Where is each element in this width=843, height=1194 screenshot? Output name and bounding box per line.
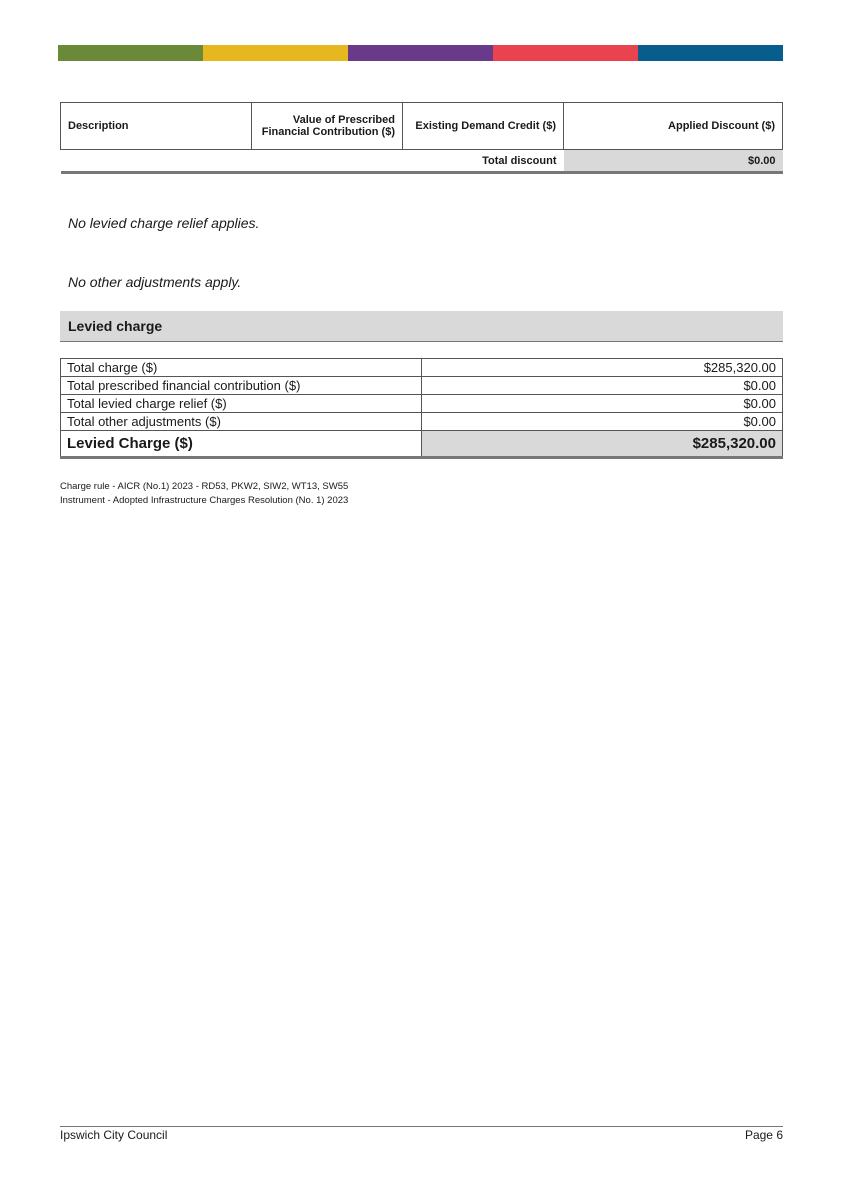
brand-color-bar xyxy=(58,45,783,61)
header-applied-discount: Applied Discount ($) xyxy=(564,103,783,150)
footer-page-number: Page 6 xyxy=(744,1128,783,1142)
brand-bar-segment-yellow xyxy=(203,45,348,61)
total-discount-row xyxy=(61,150,783,173)
header-prescribed-contribution: Value of Prescribed Financial Contribution ($) xyxy=(252,103,403,150)
row-label-charge-relief: Total levied charge relief ($) xyxy=(61,395,422,413)
charge-rule-text: Charge rule - AICR (No.1) 2023 - RD53, PKW2, SIW2, WT13, SW55 xyxy=(60,481,349,492)
discount-table xyxy=(60,102,783,174)
total-discount-value: $0.00 xyxy=(564,150,783,173)
adjustments-note: No other adjustments apply. xyxy=(68,274,242,290)
table-row xyxy=(61,395,783,413)
brand-bar-segment-red xyxy=(493,45,638,61)
levied-charge-total-row xyxy=(61,431,783,458)
discount-table-header xyxy=(61,103,783,150)
levied-charge-table xyxy=(60,358,783,459)
total-discount-label: Total discount xyxy=(61,150,564,173)
levied-charge-total-value: $285,320.00 xyxy=(422,431,783,458)
row-value-total-charge: $285,320.00 xyxy=(422,359,783,377)
table-row xyxy=(61,413,783,431)
footer-organisation: Ipswich City Council xyxy=(60,1128,168,1142)
brand-bar-segment-purple xyxy=(348,45,493,61)
charge-info xyxy=(60,480,348,508)
brand-bar-segment-blue xyxy=(638,45,783,61)
row-label-prescribed-contribution: Total prescribed financial contribution ($) xyxy=(61,377,422,395)
row-value-charge-relief: $0.00 xyxy=(422,395,783,413)
header-existing-demand-credit: Existing Demand Credit ($) xyxy=(403,103,564,150)
table-row xyxy=(61,377,783,395)
instrument-text: Instrument - Adopted Infrastructure Charges Resolution (No. 1) 2023 xyxy=(60,495,349,506)
row-label-total-charge: Total charge ($) xyxy=(61,359,422,377)
table-row xyxy=(61,359,783,377)
brand-bar-segment-green xyxy=(58,45,203,61)
header-description: Description xyxy=(61,103,252,150)
row-value-prescribed-contribution: $0.00 xyxy=(422,377,783,395)
levied-charge-total-label: Levied Charge ($) xyxy=(61,431,422,458)
row-label-other-adjustments: Total other adjustments ($) xyxy=(61,413,422,431)
levied-charge-heading: Levied charge xyxy=(60,311,783,342)
footer-divider xyxy=(60,1126,783,1127)
row-value-other-adjustments: $0.00 xyxy=(422,413,783,431)
relief-note: No levied charge relief applies. xyxy=(68,215,260,231)
